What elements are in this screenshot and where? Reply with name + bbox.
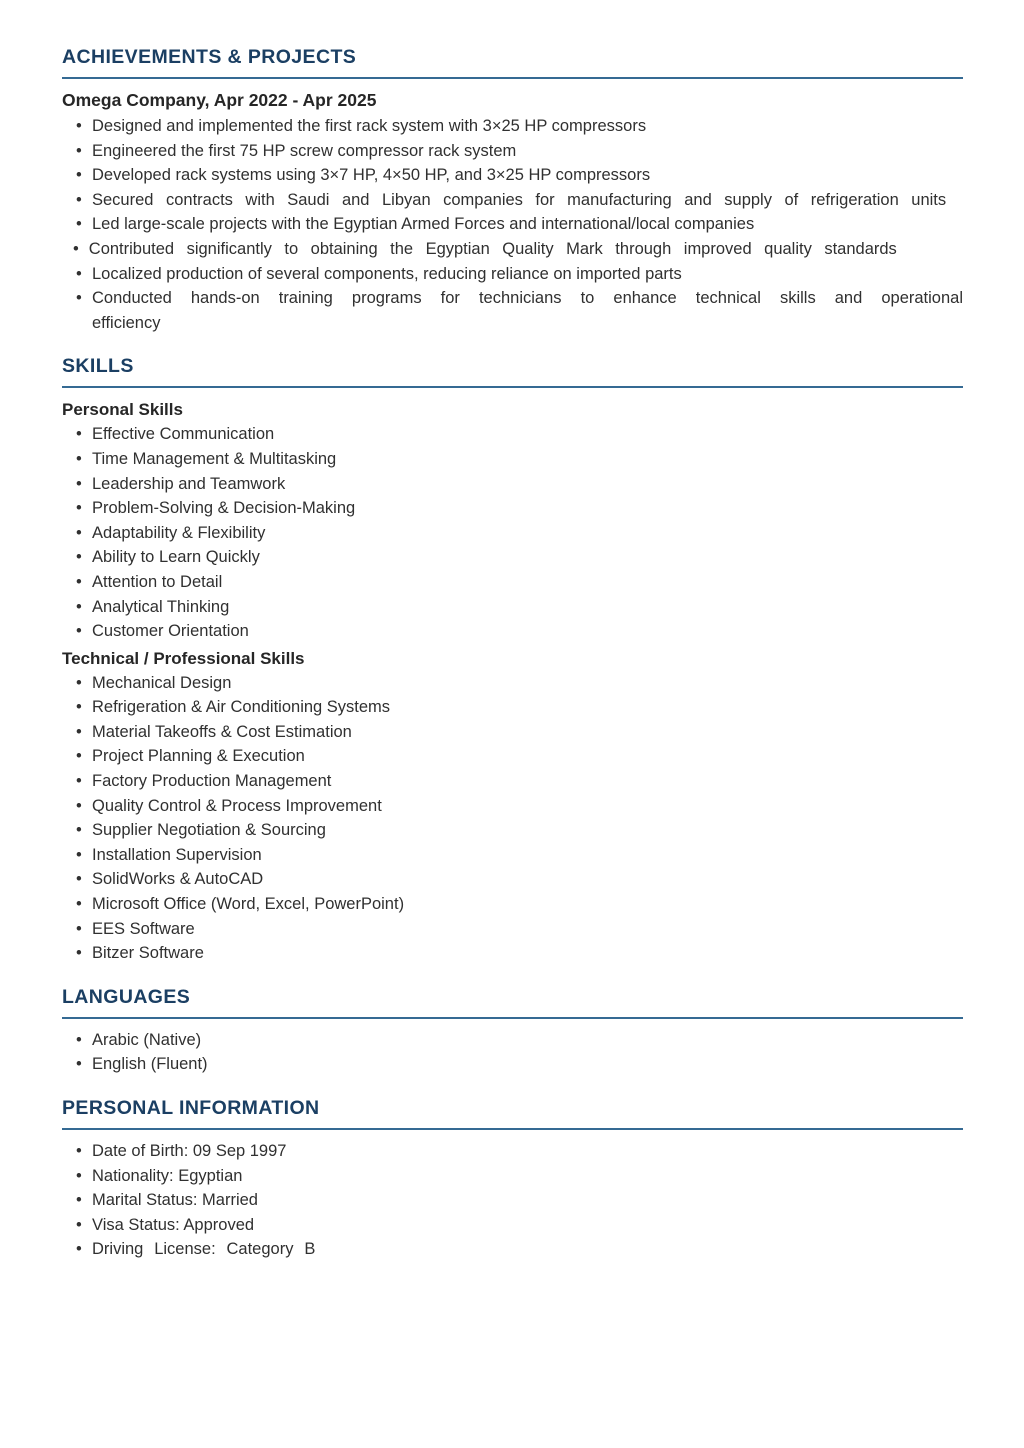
list-item: • Developed rack systems using 3×7 HP, 4×50 HP, and 3×25 HP compressors (62, 163, 963, 188)
list-item: • Arabic (Native) (62, 1028, 963, 1053)
list-item: • Material Takeoffs & Cost Estimation (62, 720, 963, 745)
list-item: • Refrigeration & Air Conditioning Systems (62, 695, 963, 720)
company-date-line: Omega Company, Apr 2022 - Apr 2025 (62, 90, 377, 110)
personal-skills-group (62, 397, 963, 643)
list-item: • Leadership and Teamwork (62, 472, 963, 497)
list-item: • Visa Status: Approved (62, 1213, 963, 1238)
list-item: • Led large-scale projects with the Egyptian Armed Forces and international/local companies (62, 212, 963, 237)
list-item: • Problem-Solving & Decision-Making (62, 496, 963, 521)
list-item: • Supplier Negotiation & Sourcing (62, 818, 963, 843)
personal-information-title: PERSONAL INFORMATION (62, 1097, 320, 1119)
list-item: • Localized production of several components, reducing reliance on imported parts (62, 262, 963, 287)
list-item: • Date of Birth: 09 Sep 1997 (62, 1139, 963, 1164)
list-item: • Project Planning & Execution (62, 744, 963, 769)
list-item: • Bitzer Software (62, 941, 963, 966)
list-item: • Driving License: Category B (62, 1237, 963, 1262)
section-divider (62, 77, 963, 79)
list-item: • Effective Communication (62, 422, 963, 447)
list-item: • Designed and implemented the first rack system with 3×25 HP compressors (62, 114, 963, 139)
list-item: • Customer Orientation (62, 619, 963, 644)
achievements-list (62, 114, 963, 335)
technical-skills-list (62, 671, 963, 966)
list-item: • Contributed significantly to obtaining the Egyptian Quality Mark through improved quality standards (62, 237, 963, 262)
section-skills (62, 355, 963, 965)
list-item: • Conducted hands-on training programs for technicians to enhance technical skills and operational efficiency (62, 286, 963, 335)
list-item: • Time Management & Multitasking (62, 447, 963, 472)
list-item: • Engineered the first 75 HP screw compressor rack system (62, 139, 963, 164)
personal-skills-list (62, 422, 963, 643)
languages-title: LANGUAGES (62, 985, 191, 1008)
list-item: • Adaptability & Flexibility (62, 521, 963, 546)
personal-skills-heading: Personal Skills (62, 400, 183, 420)
section-divider (62, 1017, 963, 1019)
list-item: • Analytical Thinking (62, 595, 963, 620)
technical-skills-heading: Technical / Professional Skills (62, 648, 305, 668)
section-achievements (62, 46, 963, 335)
list-item: • Mechanical Design (62, 671, 963, 696)
list-item: • Microsoft Office (Word, Excel, PowerPoint) (62, 892, 963, 917)
technical-skills-group (62, 646, 963, 966)
list-item: • EES Software (62, 917, 963, 942)
list-item: • Nationality: Egyptian (62, 1164, 963, 1189)
personal-information-list (62, 1139, 963, 1262)
list-item: • Installation Supervision (62, 843, 963, 868)
list-item: • Quality Control & Process Improvement (62, 794, 963, 819)
skills-title: SKILLS (62, 355, 134, 378)
achievements-title: ACHIEVEMENTS & PROJECTS (62, 46, 357, 68)
list-item: • SolidWorks & AutoCAD (62, 867, 963, 892)
list-item: • Secured contracts with Saudi and Libyan companies for manufacturing and supply of refrigeration units (62, 188, 963, 213)
languages-list (62, 1028, 963, 1077)
section-divider (62, 386, 963, 388)
section-divider (62, 1128, 963, 1130)
list-item: • Ability to Learn Quickly (62, 545, 963, 570)
list-item: • Marital Status: Married (62, 1188, 963, 1213)
list-item: • English (Fluent) (62, 1052, 963, 1077)
list-item: • Attention to Detail (62, 570, 963, 595)
section-personal-information (62, 1097, 963, 1262)
list-item: • Factory Production Management (62, 769, 963, 794)
section-languages (62, 986, 963, 1077)
